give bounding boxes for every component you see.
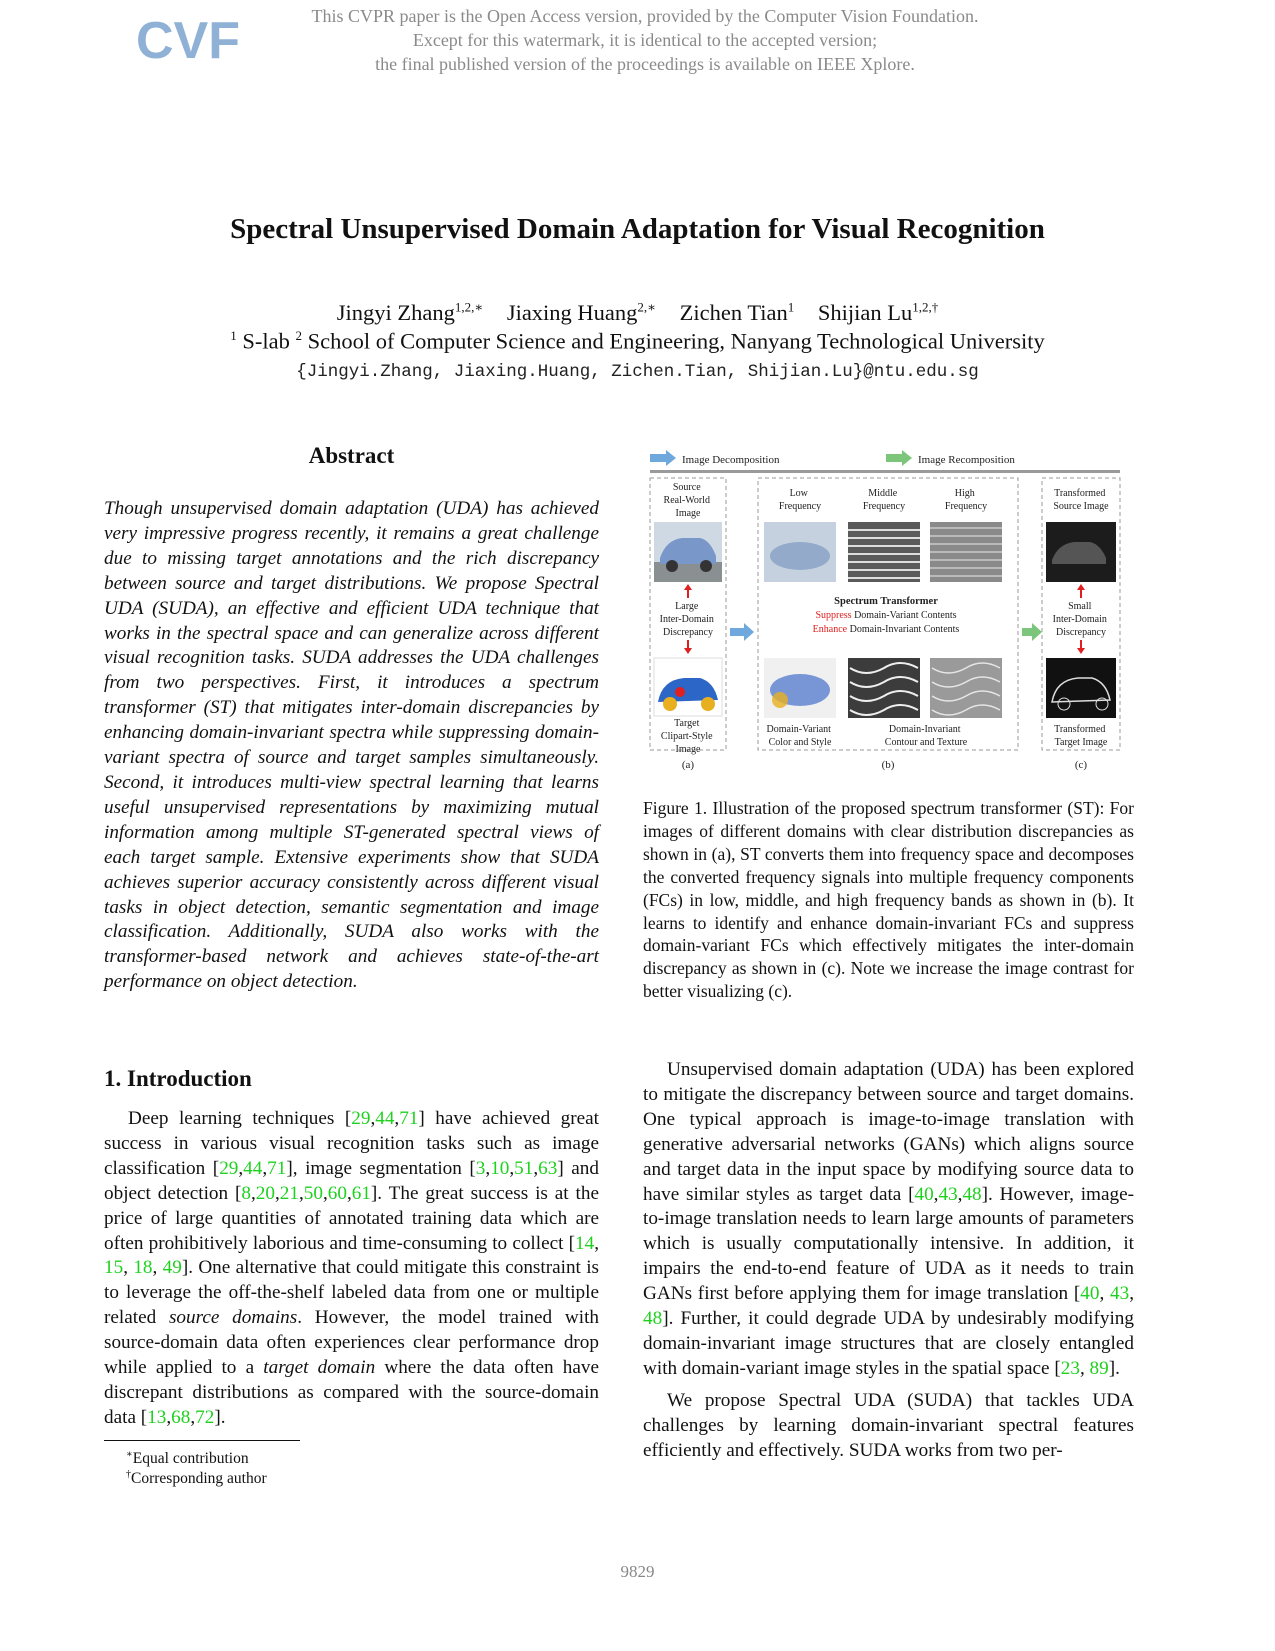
cvf-logo-icon [136, 10, 240, 70]
citation-link[interactable]: 72 [195, 1406, 215, 1428]
high-frequency-label: High Frequency [944, 488, 988, 512]
watermark-line: This CVPR paper is the Open Access version, provided by the Computer Vision Foundation. [311, 6, 979, 26]
figure-1 [650, 450, 1130, 780]
watermark-text [280, 4, 1010, 76]
citation-link[interactable]: 71 [399, 1108, 419, 1129]
low-frequency-target-image [764, 658, 836, 718]
citation-link[interactable]: 14 [575, 1232, 595, 1254]
affiliation: $^1$ S-lab $^2$ School of Computer Science and Engineering, Nanyang Technological University [230, 328, 1045, 354]
citation-link[interactable]: 71 [267, 1157, 287, 1179]
figure-caption: Figure 1. Illustration of the proposed spectrum transformer (ST): For images of different domains with clear distribution discrepancies as shown in (a), ST converts them into frequency space and decomposes the converted frequency signals into multiple frequency components (FCs) in low, middle, and high frequency bands as shown in (b). It learns to identify and enhance domain-invariant FCs and suppress domain-variant FCs which effectively mitigates the inter-domain discrepancy as shown in (c). Note we increase the image contrast for better visualizing (c). [643, 798, 1134, 1002]
transformed-source-image [1046, 522, 1116, 582]
source-image-label: Source Real-World Image [663, 482, 710, 519]
legend-recomposition: Image Recomposition [918, 454, 1015, 466]
citation-link[interactable]: 3 [475, 1157, 486, 1179]
citation-link[interactable]: 61 [351, 1182, 371, 1204]
decomposition-arrow-icon [650, 450, 676, 466]
citation-link[interactable]: 43 [1110, 1283, 1130, 1305]
panel-b-label: (b) [881, 759, 895, 771]
middle-frequency-target-image [848, 658, 920, 718]
section-heading: 1. Introduction [104, 1066, 252, 1091]
citation-link[interactable]: 13 [147, 1406, 167, 1428]
emphasis: source domains [168, 1307, 298, 1329]
citation-link[interactable]: 15 [104, 1257, 124, 1279]
up-arrowhead-icon [1077, 584, 1085, 590]
citation-link[interactable]: 63 [538, 1157, 558, 1179]
spectrum-transformer-label: Spectrum Transformer [834, 596, 938, 607]
citation-link[interactable]: 29 [219, 1157, 239, 1179]
right-column [643, 1058, 1134, 1464]
citation-link[interactable]: 48 [962, 1183, 982, 1205]
citation-link[interactable]: 68 [171, 1406, 191, 1428]
intro-column [104, 1107, 599, 1431]
paragraph: Unsupervised domain adaptation (UDA) has been explored to mitigate the discrepancy between source and target domains. One typical approach is image-to-image translation with generative adversarial networks (GANs) which aligns source and target data in the input space by modifying source data to have similar styles as target data [40,43,48]. However, image-to-image translation needs to learn large amounts of parameters which is usually computationally intensive. In addition, it impairs the end-to-end feature of UDA as it needs to train GANs first before applying them for image translation [40, 43, 48]. Further, it could degrade UDA by undesirably modifying domain-invariant image structures that are closely entangled with domain-variant image styles in the spatial space [23, 89]. [643, 1059, 1134, 1379]
high-frequency-target-image [930, 658, 1002, 718]
citation-link[interactable]: 43 [938, 1183, 958, 1205]
suppress-label: Suppress Domain-Variant Contents [815, 610, 957, 621]
down-arrowhead-icon [1077, 648, 1085, 654]
domain-variant-label: Domain-Variant Color and Style [766, 724, 832, 748]
footnote: ∗Equal contribution [126, 1449, 249, 1468]
citation-link[interactable]: 50 [303, 1182, 323, 1204]
legend-divider [650, 470, 1120, 473]
author: Jingyi Zhang$^{1,2,∗}$ [336, 299, 484, 325]
decomposition-arrow-icon [730, 623, 754, 641]
page-number: 9829 [620, 1562, 655, 1581]
citation-link[interactable]: 44 [375, 1108, 395, 1129]
low-frequency-source-image [764, 522, 836, 582]
citation-link[interactable]: 21 [279, 1182, 299, 1204]
transformed-target-label: Transformed Target Image [1054, 724, 1108, 748]
emphasis: target domain [263, 1357, 376, 1379]
down-arrowhead-icon [684, 648, 692, 654]
citation-link[interactable]: 23 [1060, 1357, 1080, 1379]
middle-frequency-label: Middle Frequency [862, 488, 906, 512]
source-car-image [654, 522, 722, 582]
author-list [0, 299, 1275, 326]
citation-link[interactable]: 8 [241, 1182, 251, 1204]
recomposition-arrow-icon [886, 450, 912, 466]
up-arrowhead-icon [684, 584, 692, 590]
author: Jiaxing Huang$^{2,∗}$ [506, 299, 657, 325]
citation-link[interactable]: 48 [643, 1308, 663, 1330]
paragraph: Deep learning techniques [29,44,71] have achieved great success in various visual recognition tasks such as image classification [29,44,71], image segmentation [3,10,51,63] and object detection [8,20,21,50,60,61]. The great success is at the price of large quantities of annotated training data which are often prohibitively laborious and time-consuming to collect [14, 15, 18, 49]. One alternative that could mitigate this constraint is to leverage the off-the-shelf labeled data from one or multiple related source domains. However, the model trained with source-domain data often experiences clear performance drop while applied to a target domain where the data often have discrepant distributions as compared with the source-domain data [13,68,72]. [104, 1108, 600, 1428]
paper-title: Spectral Unsupervised Domain Adaptation for Visual Recognition [230, 213, 1045, 245]
transformed-target-image [1046, 658, 1116, 718]
citation-link[interactable]: 10 [490, 1157, 510, 1179]
target-image-label: Target Clipart-Style Image [660, 718, 713, 755]
footnote-rule [104, 1440, 300, 1441]
middle-frequency-source-image [848, 522, 920, 582]
watermark-line: the final published version of the proceedings is available on IEEE Xplore. [375, 54, 915, 74]
author-emails: {Jingyi.Zhang, Jiaxing.Huang, Zichen.Tian, Shijian.Lu}@ntu.edu.sg [296, 362, 979, 382]
citation-link[interactable]: 89 [1089, 1357, 1109, 1379]
domain-invariant-label: Domain-Invariant Contour and Texture [884, 724, 968, 748]
legend-decomposition: Image Decomposition [682, 454, 780, 466]
footnote: †Corresponding author [126, 1469, 267, 1488]
citation-link[interactable]: 51 [514, 1157, 534, 1179]
citation-link[interactable]: 29 [351, 1108, 371, 1129]
author: Zichen Tian$^1$ [679, 299, 795, 325]
low-frequency-label: Low Frequency [778, 488, 822, 512]
citation-link[interactable]: 49 [162, 1257, 182, 1279]
recomposition-arrow-icon [1022, 623, 1042, 641]
large-discrepancy-label: Large Inter-Domain Discrepancy [659, 601, 714, 638]
abstract-heading: Abstract [308, 443, 395, 468]
citation-link[interactable]: 40 [914, 1183, 934, 1205]
target-clipart-image [654, 658, 722, 716]
citation-link[interactable]: 60 [327, 1182, 347, 1204]
small-discrepancy-label: Small Inter-Domain Discrepancy [1052, 601, 1107, 638]
enhance-label: Enhance Domain-Invariant Contents [812, 624, 960, 635]
high-frequency-source-image [930, 522, 1002, 582]
citation-link[interactable]: 40 [1080, 1283, 1100, 1305]
paragraph: We propose Spectral UDA (SUDA) that tackles UDA challenges by learning domain-invariant spectral features efficiently and effectively. SUDA works from two per- [643, 1389, 1134, 1461]
author: Shijian $Lu^{1,2,\dagger}$ [817, 299, 939, 325]
abstract-body: Though unsupervised domain adaptation (UDA) has achieved very impressive progress recently, it remains a great challenge due to missing target annotations and the rich discrepancy between source and target distributions. We propose Spectral UDA (SUDA), an effective and efficient UDA technique that works in the spectral space and can generalize across different visual recognition tasks. SUDA addresses the UDA challenges from two perspectives. First, it introduces a spectrum transformer (ST) that mitigates inter-domain discrepancies by enhancing domain-invariant spectra while suppressing domain-variant spectra of source and target samples simultaneously. Second, it introduces multi-view spectral learning that learns useful unsupervised representations by maximizing mutual information among multiple ST-generated spectral views of each target sample. Extensive experiments show that SUDA achieves superior accuracy consistently across different visual tasks in object detection, semantic segmentation and image classification. Additionally, SUDA also works with the transformer-based network and achieves state-of-the-art performance on object detection. [104, 498, 599, 993]
panel-a-label: (a) [681, 759, 695, 771]
panel-c-label: (c) [1074, 759, 1088, 771]
citation-link[interactable]: 18 [133, 1257, 153, 1279]
cvf-logo-text: CVF [136, 12, 240, 70]
citation-link[interactable]: 20 [255, 1182, 275, 1204]
transformed-source-label: Transformed Source Image [1053, 488, 1109, 512]
watermark-line: Except for this watermark, it is identical to the accepted version; [412, 30, 878, 50]
citation-link[interactable]: 44 [243, 1157, 263, 1179]
